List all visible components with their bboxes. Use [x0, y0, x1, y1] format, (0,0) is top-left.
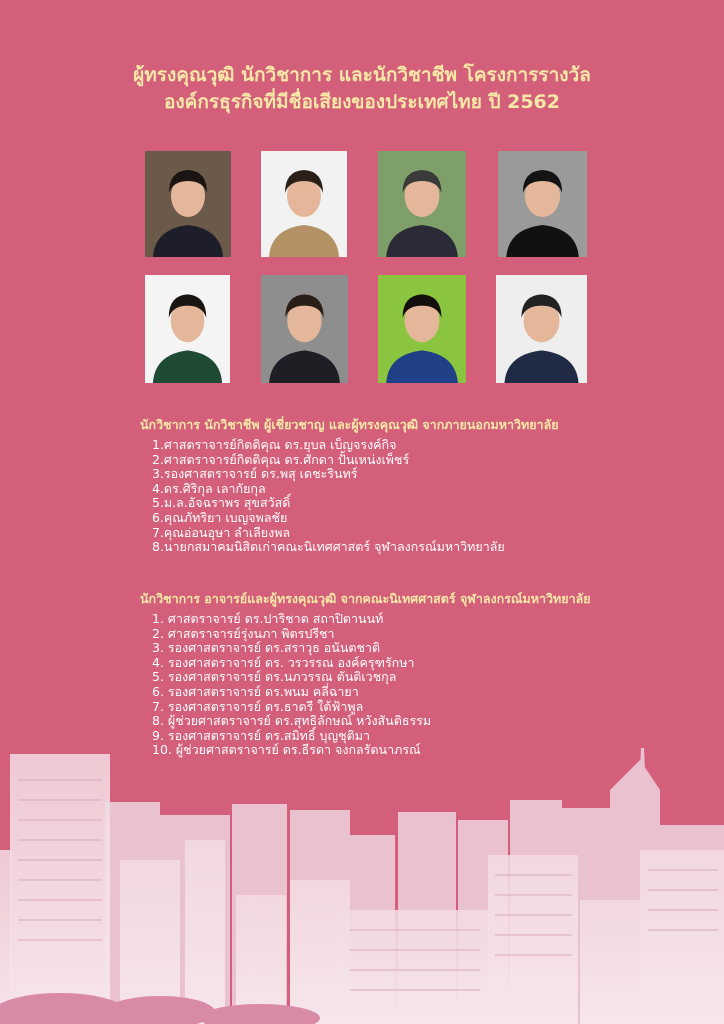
- portrait-8: [496, 275, 587, 383]
- portrait-2: [261, 151, 347, 257]
- portrait-woman-blue-icon: [378, 275, 466, 383]
- section-1-item: 4.ดร.ศิริกุล เลากัยกุล: [152, 480, 266, 496]
- section-2-list: [152, 612, 431, 758]
- portrait-woman-gray-bg-icon: [261, 275, 348, 383]
- poster-title: [0, 62, 724, 116]
- section-2-heading: นักวิชาการ อาจารย์และผู้ทรงคุณวุฒิ จากคณะนิเทศศาสตร์ จุฬาลงกรณ์มหาวิทยาลัย: [140, 591, 591, 606]
- section-1-list: [152, 438, 505, 555]
- section-1-item: 7.คุณอ่อนอุษา ลำเลียงพล: [152, 524, 291, 540]
- portrait-woman-green-icon: [145, 275, 230, 383]
- portrait-6: [261, 275, 348, 383]
- section-1-item: 8.นายกสมาคมนิสิตเก่าคณะนิเทศศาสตร์ จุฬาลงกรณ์มหาวิทยาลัย: [152, 539, 505, 555]
- section-2-item: 1. ศาสตราจารย์ ดร.ปาริชาต สถาปิตานนท์: [152, 611, 384, 626]
- section-2-item: 3. รองศาสตราจารย์ ดร.สราวุธ อนันตชาติ: [152, 640, 381, 656]
- portrait-man-dark-suit-icon: [378, 151, 466, 257]
- portrait-woman-suit-icon: [145, 151, 231, 257]
- portrait-man-glasses-icon: [496, 275, 587, 383]
- portrait-3: [378, 151, 466, 257]
- city-skyline-image: [0, 740, 724, 1024]
- section-1-heading: นักวิชาการ นักวิชาชีพ ผู้เชี่ยวชาญ และผู้ทรงคุณวุฒิ จากภายนอกมหาวิทยาลัย: [140, 417, 559, 432]
- section-2-item: 7. รองศาสตราจารย์ ดร.ธาตรี ใต้ฟ้าพูล: [152, 698, 364, 714]
- section-1-item: 5.ม.ล.อัจฉราพร สุขสวัสดิ์: [152, 495, 291, 511]
- section-2-item: 9. รองศาสตราจารย์ ดร.สมิทธิ์ บุญชุติมา: [152, 727, 370, 743]
- section-1-item: 2.ศาสตราจารย์กิตติคุณ ดร.ศักดา ปั้นเหน่งเพ็ชร์: [152, 451, 410, 467]
- section-2-item: 5. รองศาสตราจารย์ ดร.นภวรรณ ตันติเวชกุล: [152, 669, 397, 685]
- section-1-item: 6.คุณภัทริยา เบญจพลชัย: [152, 509, 288, 525]
- portrait-7: [378, 275, 466, 383]
- section-1-item: 3.รองศาสตราจารย์ ดร.พสุ เดชะรินทร์: [152, 466, 358, 482]
- section-2-item: 2. ศาสตราจารย์รุ่งนภา พิตรปรีชา: [152, 625, 335, 641]
- section-1-item: 1.ศาสตราจารย์กิตติคุณ ดร.ยุบล เบ็ญจรงค์กิจ: [152, 437, 397, 452]
- portrait-5: [145, 275, 230, 383]
- portrait-man-beige-suit-icon: [261, 151, 347, 257]
- portrait-4: [498, 151, 587, 257]
- section-2-item: 10. ผู้ช่วยศาสตราจารย์ ดร.ธีรดา จงกลรัตนาภรณ์: [152, 742, 421, 758]
- section-2-item: 6. รองศาสตราจารย์ ดร.พนม คลี่ฉายา: [152, 683, 359, 699]
- section-2-item: 4. รองศาสตราจารย์ ดร. วรวรรณ องค์ครุฑรักษา: [152, 654, 415, 670]
- section-2-item: 8. ผู้ช่วยศาสตราจารย์ ดร.สุทธิลักษณ์ หวังสันติธรรม: [152, 713, 432, 729]
- title-line-1: ผู้ทรงคุณวุฒิ นักวิชาการ และนักวิชาชีพ โครงการรางวัล: [133, 64, 591, 86]
- title-line-2: องค์กรธุรกิจที่มีชื่อเสียงของประเทศไทย ปี 2562: [163, 91, 560, 113]
- portrait-1: [145, 151, 231, 257]
- portrait-woman-glasses-icon: [498, 151, 587, 257]
